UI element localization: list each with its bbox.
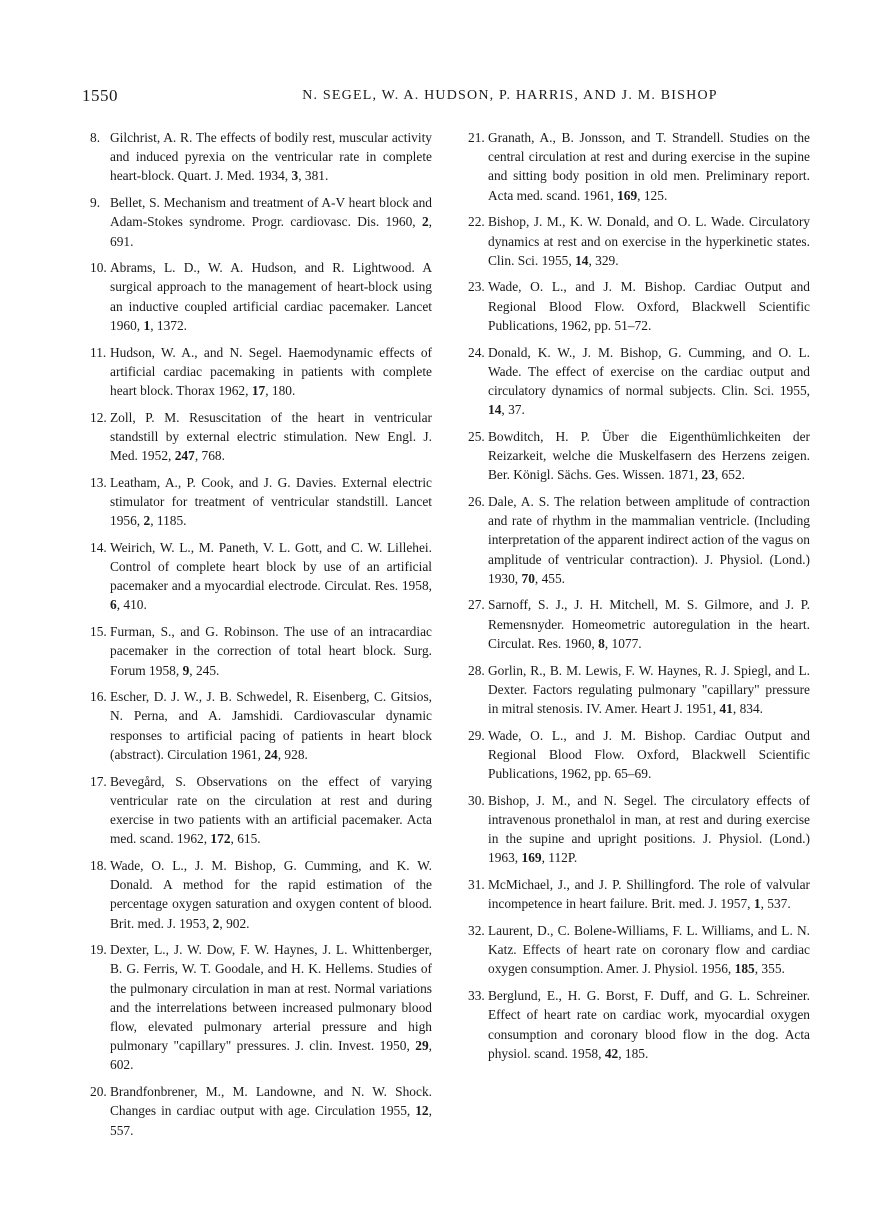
reference-pages: , 557. xyxy=(110,1103,432,1138)
reference-number: 20. xyxy=(90,1084,107,1100)
running-head: N. SEGEL, W. A. HUDSON, P. HARRIS, AND J. M. BISHOP xyxy=(302,88,718,103)
reference-pages: , 329. xyxy=(588,252,619,268)
reference-number: 32. xyxy=(468,923,485,939)
reference-text: Bowditch, H. P. Über die Eigenthümlichkeiten der Reizarkeit, welche die Muskelfasern des Herzens zeigen. Ber. Königl. Sächs. Ges. Wissen. 1871, xyxy=(488,428,810,483)
reference-entry xyxy=(90,622,432,680)
reference-volume: 172 xyxy=(210,831,231,847)
reference-pages: , 125. xyxy=(637,187,668,203)
reference-volume: 2 xyxy=(421,214,429,230)
reference-volume: 2 xyxy=(143,513,151,529)
reference-entry xyxy=(90,408,432,466)
reference-entry xyxy=(468,492,810,588)
reference-pages: , 112P. xyxy=(541,850,578,866)
reference-number: 25. xyxy=(468,428,485,444)
reference-pages: , 615. xyxy=(230,831,261,847)
reference-volume: 185 xyxy=(734,961,755,977)
reference-number: 18. xyxy=(90,857,107,873)
reference-text: Hudson, W. A., and N. Segel. Haemodynamic effects of artificial cardiac pacemaking in patients with complete heart block. Thorax 1962, xyxy=(110,344,432,398)
reference-text: Leatham, A., P. Cook, and J. G. Davies. External electric stimulator for treatment of ventricular standstill. Lancet 1956, xyxy=(110,474,432,529)
reference-number: 28. xyxy=(468,662,485,678)
reference-text: Bishop, J. M., K. W. Donald, and O. L. Wade. Circulatory dynamics at rest and on exercise in the hyperkinetic states. Clin. Sci. 1955, xyxy=(488,214,810,268)
reference-text: Laurent, D., C. Bolene-Williams, F. L. Williams, and L. N. Katz. Effects of heart rate on coronary flow and cardiac oxygen consumption. Amer. J. Physiol. 1956, xyxy=(488,923,810,977)
reference-number: 14. xyxy=(90,539,107,555)
reference-number: 10. xyxy=(90,260,107,276)
reference-volume: 2 xyxy=(212,915,220,931)
reference-volume: 23 xyxy=(701,467,715,483)
reference-text: Brandfonbrener, M., M. Landowne, and N. W. Shock. Changes in cardiac output with age. Circulation 1955, xyxy=(110,1084,432,1119)
reference-number: 19. xyxy=(90,942,107,958)
reference-number: 9. xyxy=(90,195,101,211)
reference-pages: , 355. xyxy=(754,961,785,977)
reference-entry xyxy=(90,687,432,764)
reference-text: Bishop, J. M., and N. Segel. The circulatory effects of intravenous pronethalol in man, at rest and during exercise in the supine and upright positions. J. Physiol. (Lond.) 1963, xyxy=(488,792,810,866)
reference-entry xyxy=(468,595,810,653)
reference-number: 30. xyxy=(468,792,485,808)
reference-volume: 24 xyxy=(264,746,278,762)
reference-volume: 42 xyxy=(604,1045,619,1061)
reference-number: 23. xyxy=(468,279,485,295)
reference-number: 15. xyxy=(90,624,107,640)
reference-text: McMichael, J., and J. P. Shillingford. The role of valvular incompetence in heart failure. Brit. med. J. 1957, xyxy=(488,877,810,912)
reference-volume: 1 xyxy=(143,317,151,333)
reference-pages: , 245. xyxy=(189,662,220,678)
reference-pages: , 180. xyxy=(265,382,296,398)
reference-text: Donald, K. W., J. M. Bishop, G. Cumming, and O. L. Wade. The effect of exercise on the cardiac output and circulatory dynamics of normal subjects. Clin. Sci. 1955, xyxy=(488,344,810,398)
reference-volume: 12 xyxy=(415,1103,429,1119)
reference-entry xyxy=(468,661,810,719)
reference-text: Dale, A. S. The relation between amplitude of contraction and rate of rhythm in the mammalian ventricle. (Including interpretation of the apparent indirect action of the vagus on amplitude of ventricular contraction). J. Physiol. (Lond.) 1930, xyxy=(488,493,810,586)
reference-entry xyxy=(468,277,810,335)
reference-number: 12. xyxy=(90,409,107,425)
reference-text: Sarnoff, S. J., J. H. Mitchell, M. S. Gilmore, and J. P. Remensnyder. Homeometric autoregulation in the heart. Circulat. Res. 1960, xyxy=(488,597,810,651)
reference-text: Dexter, L., J. W. Dow, F. W. Haynes, J. L. Whittenberger, B. G. Ferris, W. T. Goodale, and H. K. Hellems. Studies of the pulmonary circulation in man at rest. Normal variations and the interrelations between increased pulmonary blood flow, elevated pulmonary arterial pressure and high pulmonary "capillary" pressures. J. clin. Invest. 1950, xyxy=(110,942,432,1054)
reference-text: Wade, O. L., and J. M. Bishop. Cardiac Output and Regional Blood Flow. Oxford, Blackwell Scientific Publications, 1962, pp. 65–69. xyxy=(488,727,810,782)
reference-pages: , 185. xyxy=(618,1045,649,1061)
reference-number: 27. xyxy=(468,597,485,613)
reference-volume: 41 xyxy=(719,700,733,716)
reference-entry xyxy=(468,212,810,270)
reference-text: Gilchrist, A. R. The effects of bodily rest, muscular activity and induced pyrexia on the ventricular rate in complete heart-block. Quart. J. Med. 1934, xyxy=(110,130,432,184)
reference-volume: 29 xyxy=(415,1038,429,1054)
reference-entry xyxy=(90,772,432,849)
reference-text: Bellet, S. Mechanism and treatment of A-V heart block and Adam-Stokes syndrome. Progr. cardiovasc. Dis. 1960, xyxy=(110,195,432,230)
reference-entry xyxy=(90,856,432,933)
reference-volume: 17 xyxy=(251,382,266,398)
reference-entry xyxy=(90,538,432,615)
reference-volume: 247 xyxy=(174,448,195,464)
reference-pages: , 902. xyxy=(219,915,250,931)
reference-text: Granath, A., B. Jonsson, and T. Strandell. Studies on the central circulation at rest and during exercise in the supine and sitting body position in old men. Preliminary report. Acta med. scand. 1961, xyxy=(488,130,810,203)
reference-volume: 14 xyxy=(575,252,589,268)
reference-text: Bevegård, S. Observations on the effect of varying ventricular rate on the circulation at rest and during exercise in two patients with an artificial pacemaker. Acta med. scand. 1962, xyxy=(110,773,432,847)
reference-entry xyxy=(468,921,810,979)
reference-text: Escher, D. J. W., J. B. Schwedel, R. Eisenberg, C. Gitsios, N. Perna, and A. Jamshidi. Cardiovascular dynamic responses to artificial pacing of patients in heart block (abstract). Circulation 1961, xyxy=(110,689,432,762)
reference-volume: 14 xyxy=(488,402,502,418)
reference-pages: , 381. xyxy=(298,168,329,184)
reference-text: Gorlin, R., B. M. Lewis, F. W. Haynes, R. J. Spiegl, and L. Dexter. Factors regulating pulmonary "capillary" pressure in mitral stenosis. IV. Amer. Heart J. 1951, xyxy=(488,662,810,716)
reference-volume: 3 xyxy=(291,168,299,184)
reference-entry xyxy=(90,940,432,1074)
reference-pages: , 834. xyxy=(732,700,764,716)
reference-entry xyxy=(90,193,432,251)
reference-number: 21. xyxy=(468,130,485,145)
reference-entry xyxy=(90,343,432,401)
reference-number: 16. xyxy=(90,689,107,705)
reference-entry xyxy=(468,726,810,784)
references-column-left xyxy=(90,128,432,1147)
reference-text: Furman, S., and G. Robinson. The use of an intracardiac pacemaker in the correction of total heart block. Surg. Forum 1958, xyxy=(110,624,432,678)
reference-entry xyxy=(468,427,810,485)
reference-number: 31. xyxy=(468,877,485,893)
reference-text: Berglund, E., H. G. Borst, F. Duff, and G. L. Schreiner. Effect of heart rate on cardiac work, myocardial oxygen consumption and coronary blood flow in the dog. Acta physiol. scand. 1958, xyxy=(488,988,810,1061)
reference-text: Weirich, W. L., M. Paneth, V. L. Gott, and C. W. Lillehei. Control of complete heart block by use of an artificial pacemaker and a myocardial electrode. Circulat. Res. 1958, xyxy=(110,539,432,594)
reference-volume: 9 xyxy=(182,662,190,678)
reference-pages: , 652. xyxy=(714,467,745,483)
reference-number: 13. xyxy=(90,474,107,490)
reference-pages: , 1185. xyxy=(150,513,187,529)
reference-entry xyxy=(468,791,810,868)
reference-entry xyxy=(468,875,810,913)
reference-number: 17. xyxy=(90,773,107,789)
reference-number: 24. xyxy=(468,344,485,360)
reference-text: Wade, O. L., and J. M. Bishop. Cardiac Output and Regional Blood Flow. Oxford, Blackwell Scientific Publications, 1962, pp. 51–72. xyxy=(488,279,810,333)
reference-pages: , 691. xyxy=(110,214,432,249)
reference-entry xyxy=(90,1082,432,1140)
reference-entry xyxy=(468,343,810,420)
reference-entry xyxy=(468,128,810,205)
reference-number: 33. xyxy=(468,988,485,1004)
reference-pages: , 410. xyxy=(116,597,147,613)
reference-volume: 1 xyxy=(753,896,761,912)
reference-volume: 169 xyxy=(521,850,542,866)
reference-volume: 70 xyxy=(521,570,535,586)
reference-entry xyxy=(90,128,432,186)
reference-pages: , 768. xyxy=(194,448,225,464)
reference-number: 11. xyxy=(90,344,107,360)
reference-pages: , 602. xyxy=(110,1038,432,1073)
reference-volume: 6 xyxy=(110,597,117,613)
reference-pages: , 455. xyxy=(534,570,566,586)
reference-text: Zoll, P. M. Resuscitation of the heart in ventricular standstill by external electric stimulation. New Engl. J. Med. 1952, xyxy=(110,409,432,464)
reference-volume: 169 xyxy=(617,187,638,203)
reference-entry xyxy=(90,258,432,335)
page-number: 1550 xyxy=(82,86,118,105)
reference-pages: , 928. xyxy=(277,746,308,762)
reference-text: Abrams, L. D., W. A. Hudson, and R. Lightwood. A surgical approach to the management of heart-block using an inductive coupled artificial cardiac pacemaker. Lancet 1960, xyxy=(110,260,432,333)
reference-entry xyxy=(90,473,432,531)
reference-pages: , 1372. xyxy=(150,317,188,333)
reference-number: 22. xyxy=(468,214,485,230)
reference-number: 8. xyxy=(90,130,101,145)
reference-volume: 8 xyxy=(598,635,605,651)
reference-pages: , 37. xyxy=(501,402,525,418)
reference-pages: , 1077. xyxy=(604,635,642,651)
reference-entry xyxy=(468,986,810,1063)
reference-number: 29. xyxy=(468,727,485,743)
references-column-right xyxy=(468,128,810,1070)
reference-number: 26. xyxy=(468,493,485,509)
reference-text: Wade, O. L., J. M. Bishop, G. Cumming, and K. W. Donald. A method for the rapid estimation of the percentage oxygen saturation and oxygen content of blood. Brit. med. J. 1953, xyxy=(110,857,432,931)
reference-pages: , 537. xyxy=(760,896,791,912)
